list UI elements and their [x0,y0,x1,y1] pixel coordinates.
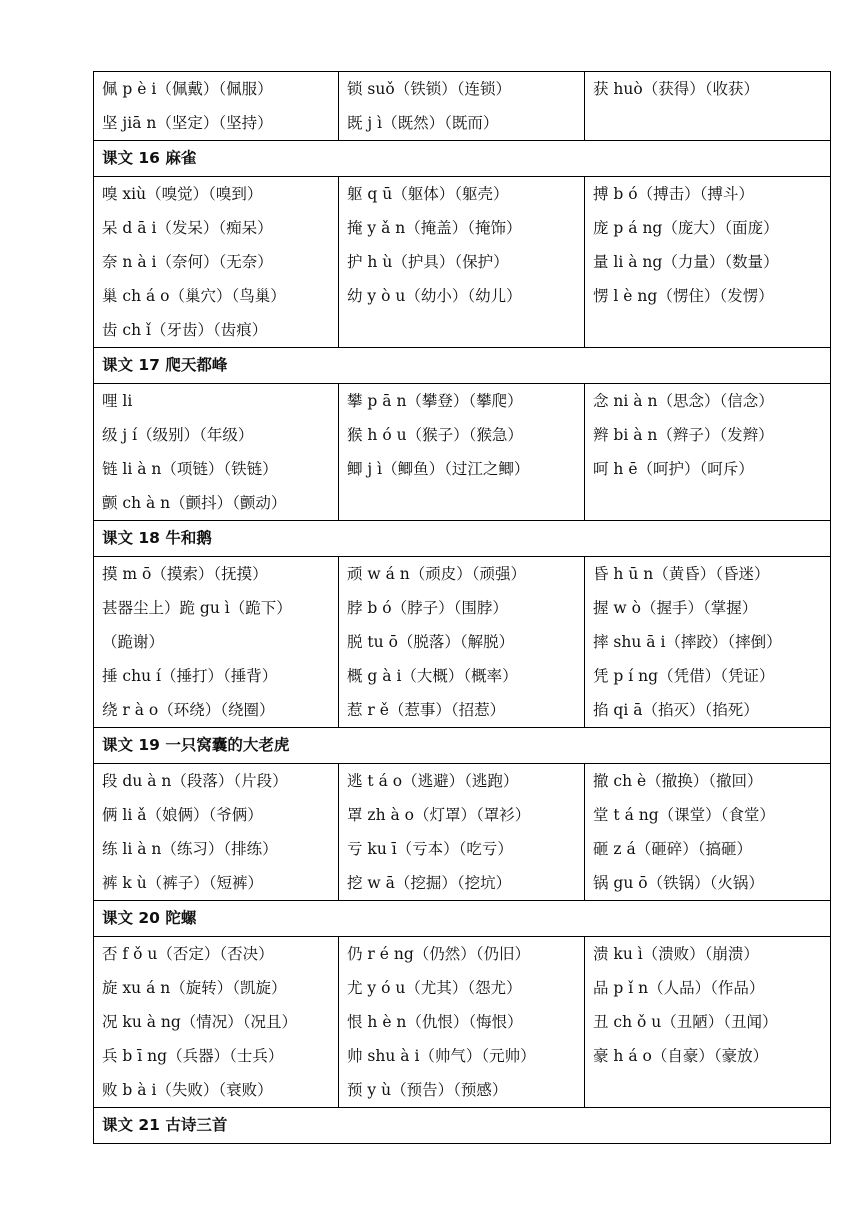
vocab-entry: 嗅 xiù（嗅觉）（嗅到） [102,185,263,203]
lesson-title: 课文 21 古诗三首 [94,1108,831,1144]
vocab-entry: 鲫 j ì（鲫鱼）（过江之鲫） [347,460,530,478]
vocab-cell [94,72,339,141]
vocab-entry: 幼 y ò u（幼小）（幼儿） [347,287,522,305]
vocab-entry: 颤 ch à n（颤抖）（颤动） [102,494,287,512]
vocab-row [94,937,831,1108]
vocab-entry: 砸 z á（砸碎）（搞砸） [593,840,753,858]
vocab-entry: （跪谢） [102,633,165,651]
vocab-entry: 丑 ch ǒ u（丑陋）（丑闻） [593,1013,778,1031]
vocab-entry: 呵 h ē（呵护）（呵斥） [593,460,754,478]
vocab-entry: 哩 li [102,392,133,410]
lesson-header-row [94,901,831,937]
vocab-entry: 坚 jiā n（坚定）（坚持） [102,114,273,132]
vocab-row [94,72,831,141]
lesson-header-row [94,1108,831,1144]
vocab-entry: 恨 h è n（仇恨）（悔恨） [347,1013,523,1031]
vocab-entry: 辫 bi à n（辫子）（发辫） [593,426,774,444]
vocab-entry: 庞 p á ng（庞大）（面庞） [593,219,779,237]
vocab-entry: 捶 chu í（捶打）（捶背） [102,667,278,685]
vocab-entry: 握 w ò（握手）（掌握） [593,599,758,617]
vocab-entry: 巢 ch á o（巢穴）（鸟巢） [102,287,286,305]
vocab-entry: 罩 zh à o（灯罩）（罩衫） [347,806,531,824]
vocab-entry: 脖 b ó（脖子）（围脖） [347,599,508,617]
vocab-entry: 攀 p ā n（攀登）（攀爬） [347,392,523,410]
vocab-entry: 裤 k ù（裤子）（短裤） [102,874,263,892]
vocab-entry: 获 huò（获得）（收获） [593,80,759,98]
vocab-cell [94,384,339,521]
vocab-entry: 品 p ǐ n（人品）（作品） [593,979,765,997]
vocab-entry: 顽 w á n（顽皮）（顽强） [347,565,527,583]
vocab-entry: 堂 t á ng（课堂）（食堂） [593,806,775,824]
vocab-entry: 猴 h ó u（猴子）（猴急） [347,426,523,444]
vocab-entry: 兵 b ī ng（兵器）（士兵） [102,1047,284,1065]
vocab-entry: 旋 xu á n（旋转）（凯旋） [102,979,287,997]
vocab-cell [585,937,831,1108]
vocab-entry: 练 li à n（练习）（排练） [102,840,278,858]
vocab-entry: 帅 shu à i（帅气）（元帅） [347,1047,536,1065]
vocab-entry: 佩 p è i（佩戴）（佩服） [102,80,273,98]
lesson-header-row [94,141,831,177]
lesson-header-row [94,521,831,557]
vocab-entry: 亏 ku ī（亏本）（吃亏） [347,840,513,858]
lesson-title: 课文 16 麻雀 [94,141,831,177]
vocab-entry: 逃 t á o（逃避）（逃跑） [347,772,519,790]
vocab-cell [339,384,585,521]
vocab-entry: 段 du à n（段落）（片段） [102,772,288,790]
vocab-entry: 仍 r é ng（仍然）（仍旧） [347,945,531,963]
vocab-entry: 奈 n à i（奈何）（无奈） [102,253,273,271]
vocab-entry: 锅 gu ō（铁锅）（火锅） [593,874,764,892]
vocab-row [94,764,831,901]
vocab-cell [585,72,831,141]
lesson-title: 课文 19 一只窝囊的大老虎 [94,728,831,764]
vocab-entry: 撤 ch è（撤换）（撤回） [593,772,763,790]
vocab-entry: 链 li à n（项链）（铁链） [102,460,278,478]
vocab-cell [339,937,585,1108]
vocab-entry: 溃 ku ì（溃败）（崩溃） [593,945,759,963]
vocab-entry: 绕 r à o（环绕）（绕圈） [102,701,275,719]
vocab-entry: 级 j í（级别）（年级） [102,426,254,444]
lesson-title: 课文 18 牛和鹅 [94,521,831,557]
vocab-entry: 尤 y ó u（尤其）（怨尤） [347,979,522,997]
vocab-cell [339,557,585,728]
lesson-header-row [94,728,831,764]
vocab-entry: 惹 r ě（惹事）（招惹） [347,701,506,719]
vocab-entry: 否 f ǒ u（否定）（否决） [102,945,274,963]
vocab-entry: 齿 ch ǐ（牙齿）（齿痕） [102,321,268,339]
vocab-cell [339,72,585,141]
vocab-entry: 躯 q ū（躯体）（躯壳） [347,185,509,203]
lesson-title: 课文 17 爬天都峰 [94,348,831,384]
vocab-entry: 挖 w ā（挖掘）（挖坑） [347,874,512,892]
vocab-cell [339,177,585,348]
vocab-entry: 俩 li ǎ（娘俩）（爷俩） [102,806,263,824]
vocab-cell [585,177,831,348]
vocab-cell [94,177,339,348]
vocab-entry: 摔 shu ā i（摔跤）（摔倒） [593,633,782,651]
lesson-title: 课文 20 陀螺 [94,901,831,937]
vocab-entry: 掐 qi ā（掐灭）（掐死） [593,701,759,719]
vocab-cell [94,937,339,1108]
vocab-cell [585,557,831,728]
vocab-entry: 摸 m ō（摸索）（抚摸） [102,565,268,583]
vocab-row [94,384,831,521]
vocab-entry: 败 b à i（失败）（衰败） [102,1081,273,1099]
vocab-entry: 掩 y ǎ n（掩盖）（掩饰） [347,219,522,237]
vocab-entry: 况 ku à ng（情况）（况且） [102,1013,298,1031]
vocab-entry: 概 g à i（大概）（概率） [347,667,518,685]
vocab-entry: 呆 d ā i（发呆）（痴呆） [102,219,273,237]
vocab-entry: 脱 tu ō（脱落）（解脱） [347,633,515,651]
vocabulary-table [93,71,831,1144]
vocab-cell [585,384,831,521]
vocab-entry: 锁 suǒ（铁锁）（连锁） [347,80,511,98]
vocab-cell [585,764,831,901]
vocab-cell [339,764,585,901]
vocab-entry: 预 y ù（预告）（预感） [347,1081,508,1099]
vocab-entry: 护 h ù（护具）（保护） [347,253,509,271]
vocab-entry: 甚器尘上）跪 gu ì（跪下） [102,599,292,617]
vocab-entry: 愣 l è ng（愣住）（发愣） [593,287,774,305]
vocab-cell [94,764,339,901]
vocab-entry: 昏 h ū n（黄昏）（昏迷） [593,565,770,583]
vocab-entry: 搏 b ó（搏击）（搏斗） [593,185,754,203]
vocab-entry: 凭 p í ng（凭借）（凭证） [593,667,775,685]
vocab-row [94,177,831,348]
vocab-row [94,557,831,728]
vocab-entry: 量 li à ng（力量）（数量） [593,253,779,271]
vocab-cell [94,557,339,728]
vocab-entry: 既 j ì（既然）（既而） [347,114,499,132]
vocab-entry: 念 ni à n（思念）（信念） [593,392,774,410]
lesson-header-row [94,348,831,384]
vocab-entry: 豪 h á o（自豪）（豪放） [593,1047,769,1065]
